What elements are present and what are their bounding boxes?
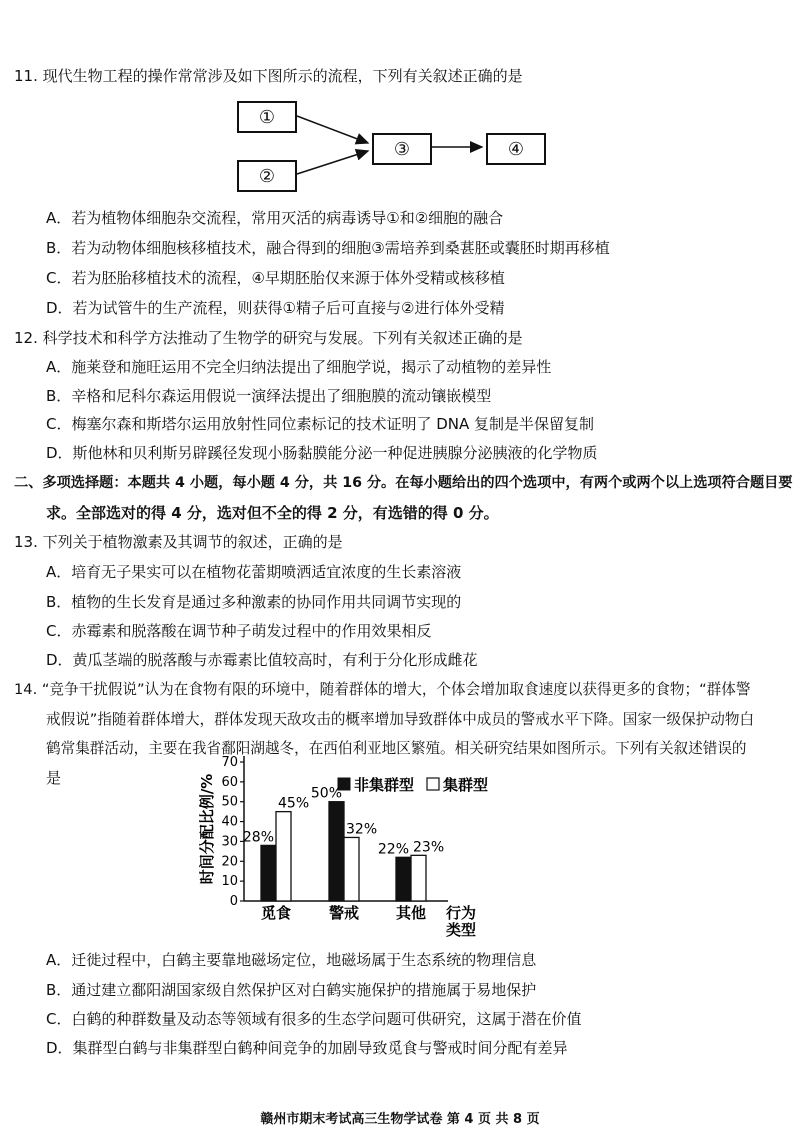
page-footer: 赣州市期末考试高三生物学试卷 第 4 页 共 8 页	[260, 1112, 540, 1127]
q13-stem: 13. 下列关于植物激素及其调节的叙述，正确的是	[14, 533, 343, 551]
bar-cluster-2	[411, 855, 426, 901]
y-tick-label: 0	[229, 894, 238, 909]
q12-option-b: B．辛格和尼科尔森运用假说一演绎法提出了细胞膜的流动镶嵌模型	[46, 387, 492, 405]
bar-noncluster-2	[396, 857, 411, 901]
y-tick-label: 30	[221, 834, 238, 850]
flow-box-4: ④	[486, 133, 546, 165]
bar-data-label: 23%	[413, 839, 445, 856]
q13-option-b: B．植物的生长发育是通过多种激素的协同作用共同调节实现的	[46, 593, 462, 611]
q11-option-a: A．若为植物体细胞杂交流程，常用灭活的病毒诱导①和②细胞的融合	[46, 209, 504, 227]
q14-stem-line2: 戒假说”指随着群体增大，群体发现天敌攻击的概率增加导致群体中成员的警戒水平下降。国家一级保护动物白	[46, 711, 755, 728]
bar-data-label: 28%	[242, 829, 274, 846]
q11-option-c: C．若为胚胎移植技术的流程，④早期胚胎仅来源于体外受精或核移植	[46, 269, 505, 287]
q13-option-a: A．培育无子果实可以在植物花蕾期喷洒适宜浓度的生长素溶液	[46, 563, 462, 581]
q14-option-b: B．通过建立鄱阳湖国家级自然保护区对白鹤实施保护的措施属于易地保护	[46, 981, 537, 999]
x-tick-label: 其他	[395, 904, 427, 922]
bar-noncluster-1	[329, 802, 344, 901]
flow-box-1: ①	[237, 101, 297, 133]
bar-noncluster-0	[261, 845, 276, 901]
q14-option-a: A．迁徙过程中，白鹤主要靠地磁场定位，地磁场属于生态系统的物理信息	[46, 951, 537, 969]
x-tick-label: 觅食	[260, 904, 292, 922]
q14-stem-line4: 是	[46, 769, 62, 787]
x-axis-label-line1: 行为	[446, 904, 477, 922]
q12-option-a: A．施莱登和施旺运用不完全归纳法提出了细胞学说，揭示了动植物的差异性	[46, 358, 552, 376]
bar-cluster-1	[344, 837, 359, 901]
q14-stem-line3: 鹤常集群活动，主要在我省鄱阳湖越冬，在西伯利亚地区繁殖。相关研究结果如图所示。下列有关叙述错误的	[46, 740, 747, 757]
q11-stem: 11. 现代生物工程的操作常常涉及如下图所示的流程，下列有关叙述正确的是	[14, 67, 523, 85]
q11-option-b: B．若为动物体细胞核移植技术，融合得到的细胞③需培养到桑葚胚或囊胚时期再移植	[46, 239, 610, 257]
y-tick-label: 70	[221, 755, 238, 770]
y-tick-label: 10	[221, 874, 238, 890]
legend-label-cluster: 集群型	[443, 776, 489, 794]
q13-option-d: D．黄瓜茎端的脱落酸与赤霉素比值较高时，有利于分化形成雌花	[46, 651, 478, 669]
bar-data-label: 22%	[377, 841, 409, 858]
bar-data-label: 45%	[278, 795, 310, 812]
x-tick-label: 警戒	[328, 904, 360, 922]
q11-option-d: D．若为试管牛的生产流程，则获得①精子后可直接与②进行体外受精	[46, 299, 505, 317]
q12-option-d: D．斯他林和贝利斯另辟蹊径发现小肠黏膜能分泌一种促进胰腺分泌胰液的化学物质	[46, 444, 598, 462]
x-axis-label-line2: 类型	[446, 921, 477, 939]
y-tick-label: 50	[221, 794, 238, 810]
q14-option-c: C．白鹤的种群数量及动态等领域有很多的生态学问题可供研究，这属于潜在价值	[46, 1010, 582, 1028]
y-axis-label: 时间分配比例/%	[198, 773, 216, 885]
flow-box-2: ②	[237, 160, 297, 192]
section2-heading-line1: 二、多项选择题：本题共 4 小题，每小题 4 分，共 16 分。在每小题给出的四个选项中，有两个或两个以上选项符合题目要	[14, 475, 793, 491]
y-tick-label: 20	[221, 854, 238, 870]
q14-stem-line1: 14. “竞争干扰假说”认为在食物有限的环境中，随着群体的增大，个体会增加取食速度以获得更多的食物；“群体警	[14, 681, 751, 698]
bar-cluster-0	[276, 812, 291, 901]
legend-swatch-cluster	[427, 778, 439, 790]
q12-option-c: C．梅塞尔森和斯塔尔运用放射性同位素标记的技术证明了 DNA 复制是半保留复制	[46, 415, 595, 433]
q14-option-d: D．集群型白鹤与非集群型白鹤种间竞争的加剧导致觅食与警戒时间分配有差异	[46, 1039, 568, 1057]
q13-option-c: C．赤霉素和脱落酸在调节种子萌发过程中的作用效果相反	[46, 622, 432, 640]
flow-box-3: ③	[372, 133, 432, 165]
y-tick-label: 40	[221, 814, 238, 830]
bar-data-label: 50%	[310, 785, 342, 802]
y-tick-label: 60	[221, 774, 238, 790]
legend-label-noncluster: 非集群型	[354, 776, 415, 794]
bar-data-label: 32%	[346, 821, 378, 838]
section2-heading-line2: 求。全部选对的得 4 分，选对但不全的得 2 分，有选错的得 0 分。	[46, 504, 499, 522]
q12-stem: 12. 科学技术和科学方法推动了生物学的研究与发展。下列有关叙述正确的是	[14, 329, 523, 347]
